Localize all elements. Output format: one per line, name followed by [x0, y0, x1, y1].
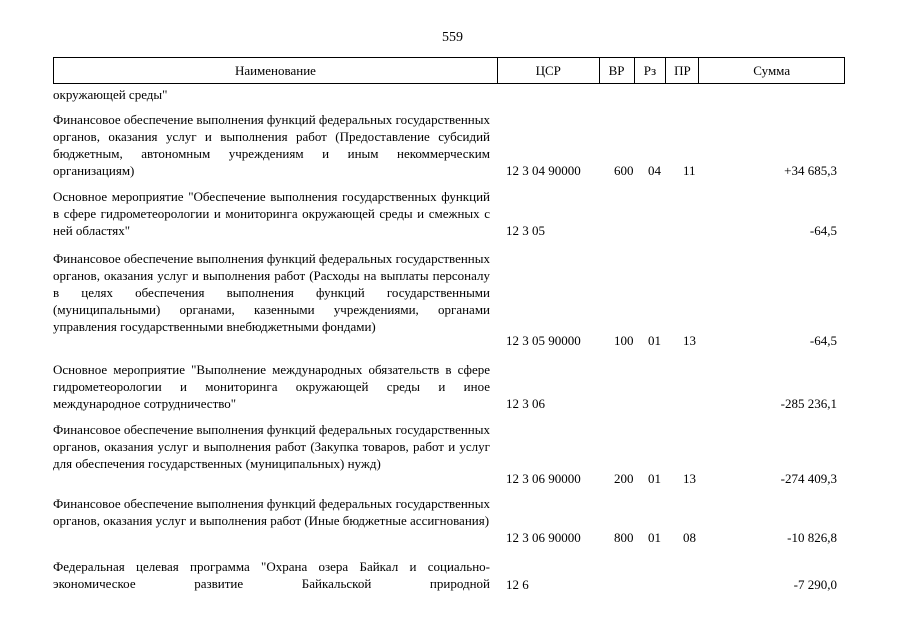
row-sum: -274 409,3: [780, 471, 837, 486]
row-pr: 08: [683, 530, 696, 545]
row-rz: 01: [648, 333, 661, 348]
header-csr: ЦСР: [497, 58, 599, 83]
row-name: Основное мероприятие "Обеспечение выполнения государственных функций в сфере гидрометеорологии и мониторинга окружающей среды и смежных с ней областях": [53, 189, 490, 238]
row-name: Финансовое обеспечение выполнения функций федеральных государственных органов, оказания услуг и выполнения работ (Иные бюджетные ассигнования): [53, 496, 490, 528]
row-csr: 12 3 06 90000: [506, 471, 581, 486]
row-values: [53, 529, 845, 546]
row-csr: 12 3 05: [506, 223, 545, 238]
row-csr: 12 3 06: [506, 396, 545, 411]
row-vr: 200: [614, 471, 634, 486]
row-pr: 13: [683, 471, 696, 486]
row-sum: -285 236,1: [780, 396, 837, 411]
row-values: [53, 576, 845, 593]
row-sum: -10 826,8: [787, 530, 837, 545]
row-sum: +34 685,3: [784, 163, 837, 178]
row-vr: 600: [614, 163, 634, 178]
continuation-text: окружающей среды": [53, 87, 168, 102]
header-vr: ВР: [599, 58, 634, 83]
row-rz: 01: [648, 471, 661, 486]
row-values: [53, 395, 845, 412]
row-vr: 100: [614, 333, 634, 348]
row-csr: 12 3 05 90000: [506, 333, 581, 348]
row-name: Основное мероприятие "Выполнение международных обязательств в сфере гидрометеорологии и мониторинга окружающей среды и иное международное сотрудничество": [53, 362, 490, 411]
row-csr: 12 6: [506, 577, 529, 592]
row-name: Финансовое обеспечение выполнения функций федеральных государственных органов, оказания услуг и выполнения работ (Предоставление субсидий бюджетным, автономным учреждениям и иным некоммерческим организациям): [53, 112, 490, 178]
header-sum: Сумма: [698, 58, 844, 83]
row-vr: 800: [614, 530, 634, 545]
row-pr: 11: [683, 163, 696, 178]
page-number: 559: [442, 30, 463, 45]
row-name: Финансовое обеспечение выполнения функций федеральных государственных органов, оказания услуг и выполнения работ (Расходы на выплаты персоналу в целях обеспечения выполнения функций государственными (муниципальными) органами, казенными учреждениями, органами управления государственными внебюджетными фондами): [53, 251, 490, 334]
table-header: [53, 57, 845, 84]
row-rz: 01: [648, 530, 661, 545]
row-pr: 13: [683, 333, 696, 348]
row-name: Финансовое обеспечение выполнения функций федеральных государственных органов, оказания услуг и выполнения работ (Закупка товаров, работ и услуг для обеспечения государственных (муниципальных) нужд): [53, 422, 490, 471]
row-values: [53, 470, 845, 487]
row-rz: 04: [648, 163, 661, 178]
row-values: [53, 222, 845, 239]
row-values: [53, 332, 845, 349]
row-csr: 12 3 06 90000: [506, 530, 581, 545]
row-name: Федеральная целевая программа "Охрана озера Байкал и социально-экономическое развитие Байкальской природной: [53, 559, 490, 591]
row-sum: -64,5: [809, 333, 837, 348]
row-values: [53, 162, 845, 179]
row-csr: 12 3 04 90000: [506, 163, 581, 178]
header-rz: Рз: [634, 58, 666, 83]
row-sum: -7 290,0: [793, 577, 837, 592]
header-pr: ПР: [665, 58, 698, 83]
header-name: Наименование: [234, 62, 316, 78]
row-sum: -64,5: [809, 223, 837, 238]
